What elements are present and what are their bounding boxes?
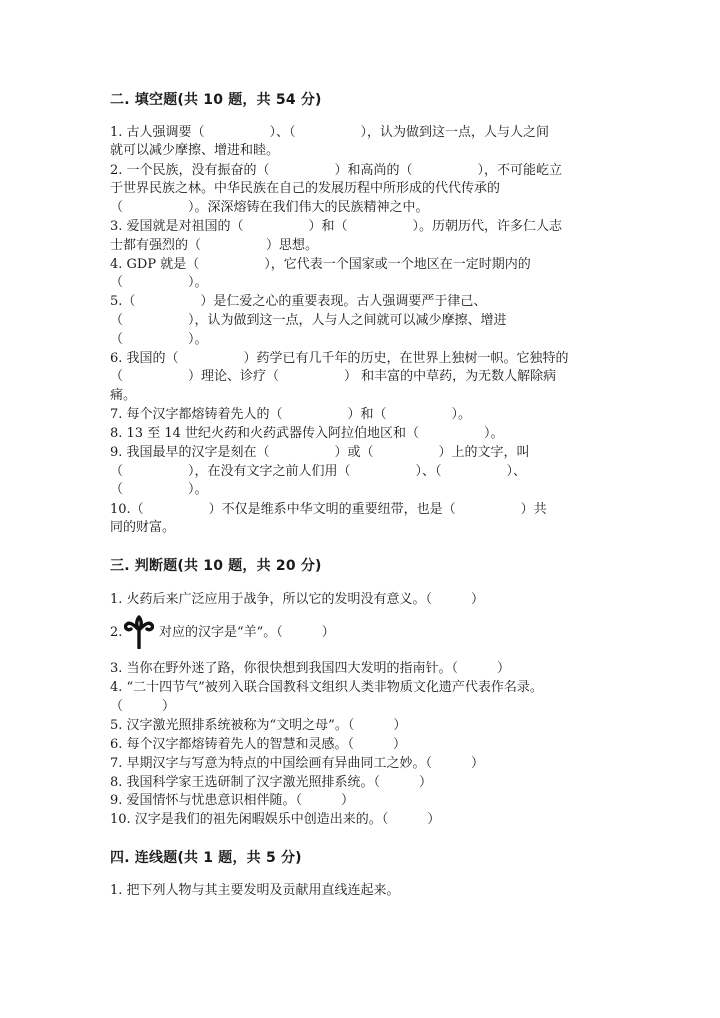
fill-line: 10.（ ）不仅是维系中华文明的重要纽带，也是（ ）共 bbox=[110, 502, 547, 517]
judge-line: 7. 早期汉字与写意为特点的中国绘画有异曲同工之妙。（ ） bbox=[110, 756, 485, 771]
fill-line: （ ）。 bbox=[110, 482, 208, 497]
fill-line: （ ）。 bbox=[110, 332, 208, 347]
judge-line: 3. 当你在野外迷了路，你很快想到我国四大发明的指南针。（ ） bbox=[110, 661, 511, 676]
section-4-title: 四. 连线题(共 1 题，共 5 分) bbox=[110, 850, 302, 866]
fill-line: 士都有强烈的（ ）思想。 bbox=[110, 238, 319, 253]
judge-line: 1. 火药后来广泛应用于战争，所以它的发明没有意义。（ ） bbox=[110, 592, 485, 607]
match-line: 1. 把下列人物与其主要发明及贡献用直线连起来。 bbox=[110, 883, 400, 898]
judge-line: 对应的汉字是“羊”。（ ） bbox=[159, 625, 335, 640]
judge-line: 4. “二十四节气”被列入联合国教科文组织人类非物质文化遗产代表作名录。 bbox=[110, 680, 543, 695]
judge-prefix: 2. bbox=[110, 625, 123, 640]
judge-line: （ ） bbox=[110, 699, 176, 714]
fill-line: （ ）。深深熔铸在我们伟大的民族精神之中。 bbox=[110, 200, 429, 215]
judge-line: 6. 每个汉字都熔铸着先人的智慧和灵感。（ ） bbox=[110, 737, 407, 752]
fill-line: 9. 我国最早的汉字是刻在（ ）或（ ）上的文字，叫 bbox=[110, 445, 530, 460]
fill-line: 1. 古人强调要（ ）、（ ），认为做到这一点，人与人之间 bbox=[110, 125, 550, 140]
fill-line: 2. 一个民族，没有振奋的（ ）和高尚的（ ），不可能屹立 bbox=[110, 163, 563, 178]
fill-line: （ ）。 bbox=[110, 275, 208, 290]
section-3-title: 三. 判断题(共 10 题，共 20 分) bbox=[110, 558, 322, 574]
fill-line: 5.（ ）是仁爱之心的重要表现。古人强调要严于律己、 bbox=[110, 294, 487, 309]
fill-line: （ ），在没有文字之前人们用（ ）、（ ）、 bbox=[110, 464, 527, 479]
judge-line: 5. 汉字激光照排系统被称为“文明之母”。（ ） bbox=[110, 718, 407, 733]
fill-line: 4. GDP 就是（ ），它代表一个国家或一个地区在一定时期内的 bbox=[110, 257, 531, 272]
fill-line: 7. 每个汉字都熔铸着先人的（ ）和（ ）。 bbox=[110, 407, 472, 422]
section-2-title: 二. 填空题(共 10 题，共 54 分) bbox=[110, 92, 322, 108]
ancient-sheep-character-icon bbox=[124, 615, 154, 649]
fill-line: （ ）理论、诊疗（ ） 和丰富的中草药，为无数人解除病 bbox=[110, 369, 557, 384]
fill-line: 同的财富。 bbox=[110, 520, 176, 535]
judge-line: 10. 汉字是我们的祖先闲暇娱乐中创造出来的。（ ） bbox=[110, 812, 441, 827]
judge-line: 8. 我国科学家王选研制了汉字激光照排系统。（ ） bbox=[110, 775, 433, 790]
fill-line: 8. 13 至 14 世纪火药和火药武器传入阿拉伯地区和（ ）。 bbox=[110, 426, 504, 441]
judge-line: 9. 爱国情怀与忧患意识相伴随。（ ） bbox=[110, 793, 355, 808]
fill-line: 就可以减少摩擦、增进和睦。 bbox=[110, 143, 280, 158]
fill-line: 6. 我国的（ ）药学已有几千年的历史，在世界上独树一帜。它独特的 bbox=[110, 351, 569, 366]
fill-line: 痛。 bbox=[110, 388, 137, 403]
fill-line: 于世界民族之林。中华民族在自己的发展历程中所形成的代代传承的 bbox=[110, 181, 501, 196]
fill-line: 3. 爱国就是对祖国的（ ）和（ ）。历朝历代，许多仁人志 bbox=[110, 219, 563, 234]
fill-line: （ ），认为做到这一点，人与人之间就可以减少摩擦、增进 bbox=[110, 313, 507, 328]
